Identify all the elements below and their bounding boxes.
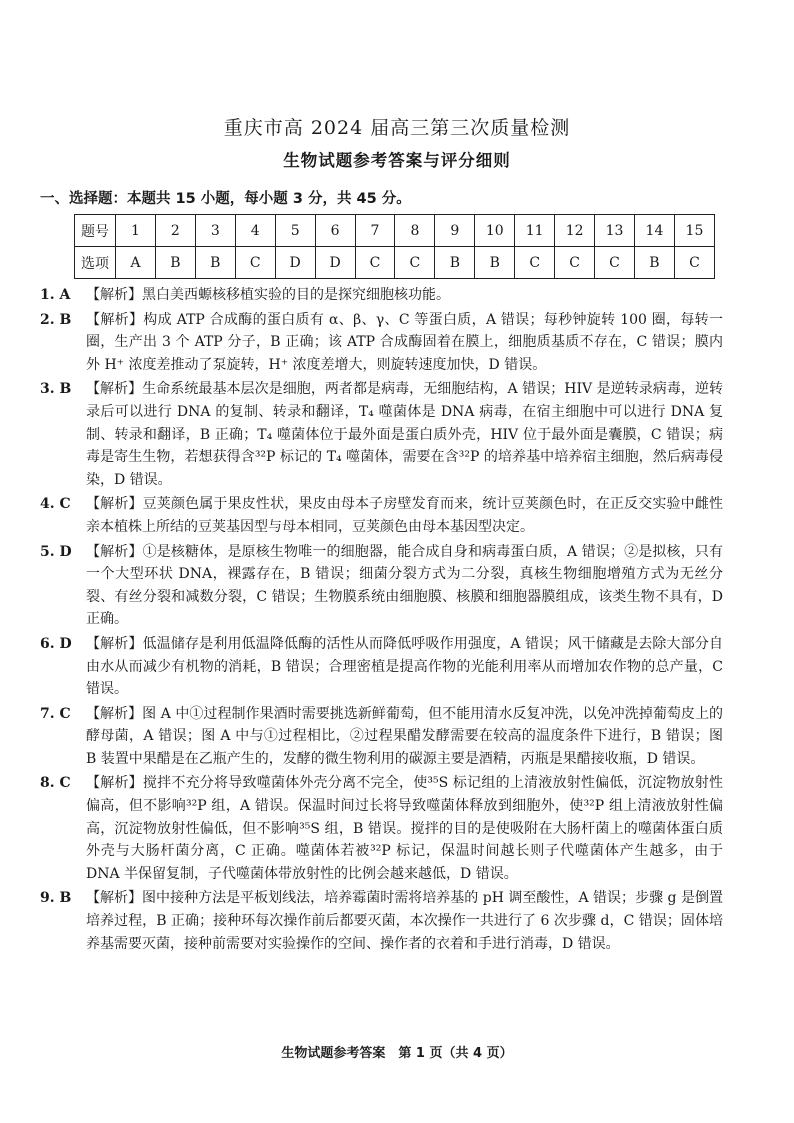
explanation-text: 【解析】生命系统最基本层次是细胞，两者都是病毒，无细胞结构，A 错误；HIV 是逆转录病毒，逆转录后可以进行 DNA 的复制、转录和翻译，T₄ 噬菌体是 DNA 病毒，在宿主细胞中可以进行 DNA 复制、转录和翻译，B 正确；T₄ 噬菌体位于最外面是蛋白质外壳，HIV 位于最外面是囊膜，C 错误；病毒是寄生生物，若想获得含³²P 标记的 T₄ 噬菌体，需要在含³²P 的培养基中培养宿主细胞，然后病毒侵染，D 错误。 — [86, 381, 723, 488]
answer-explanations — [40, 284, 723, 957]
question-number-cell: 11 — [515, 215, 555, 247]
question-number-cell: 3 — [195, 215, 235, 247]
question-number-cell: 15 — [674, 215, 714, 247]
explanation-item — [40, 772, 723, 885]
answer-cell: C — [395, 247, 435, 279]
row-label-option: 选项 — [75, 247, 116, 279]
question-number-cell: 4 — [235, 215, 275, 247]
question-answer-label: 7. C — [40, 705, 71, 722]
explanation-item — [40, 633, 723, 701]
explanation-text: 【解析】①是核糖体，是原核生物唯一的细胞器，能合成自身和病毒蛋白质，A 错误；②是拟核，只有一个大型环状 DNA，裸露存在，B 错误；细菌分裂方式为二分裂，真核生物细胞增殖方式为无丝分裂、有丝分裂和减数分裂，C 错误；生物膜系统由细胞膜、核膜和细胞器膜组成，该类生物不具有，D 正确。 — [86, 543, 723, 628]
question-answer-label: 2. B — [40, 311, 72, 328]
explanation-item — [40, 309, 723, 377]
answer-cell: C — [674, 247, 714, 279]
question-number-cell: 7 — [355, 215, 395, 247]
answer-cell: B — [195, 247, 235, 279]
answer-cell: B — [435, 247, 475, 279]
explanation-text: 【解析】豆荚颜色属于果皮性状，果皮由母本子房壁发育而来，统计豆荚颜色时，在正反交实验中雌性亲本植株上所结的豆荚基因型与母本相同，豆荚颜色由母本基因型决定。 — [86, 496, 723, 535]
explanation-text: 【解析】图中接种方法是平板划线法，培养霉菌时需将培养基的 pH 调至酸性，A 错误；步骤 g 是倒置培养过程，B 正确；接种环每次操作前后都要灭菌，本次操作一共进行了 6 次步骤 d，C 错误；固体培养基需要灭菌，接种前需要对实验操作的空间、操作者的衣着和手进行消毒，D 错误。 — [86, 890, 723, 952]
section-heading: 一、选择题：本题共 15 小题，每小题 3 分，共 45 分。 — [40, 191, 411, 207]
explanation-item — [40, 541, 723, 631]
answer-cell: C — [515, 247, 555, 279]
question-answer-label: 6. D — [40, 635, 72, 652]
answer-cell: D — [275, 247, 315, 279]
answer-cell: C — [235, 247, 275, 279]
answer-cell: C — [355, 247, 395, 279]
question-number-cell: 10 — [475, 215, 515, 247]
question-answer-label: 9. B — [40, 890, 72, 907]
page-footer: 生物试题参考答案 第 1 页（共 4 页） — [281, 1046, 513, 1061]
question-number-cell: 1 — [116, 215, 156, 247]
answer-cell: D — [315, 247, 355, 279]
explanation-text: 【解析】搅拌不充分将导致噬菌体外壳分离不完全，使³⁵S 标记组的上清液放射性偏低，沉淀物放射性偏高，但不影响³²P 组，A 错误。保温时间过长将导致噬菌体释放到细胞外，使³²P 组上清液放射性偏高，沉淀物放射性偏低，但不影响³⁵S 组，B 错误。搅拌的目的是使吸附在大肠杆菌上的噬菌体蛋白质外壳与大肠杆菌分离，C 正确。噬菌体若被³²P 标记，保温时间越长则子代噬菌体产生越多，由于 DNA 半保留复制，子代噬菌体带放射性的比例会越来越低，D 错误。 — [86, 775, 723, 882]
question-number-cell: 6 — [315, 215, 355, 247]
explanation-text: 【解析】构成 ATP 合成酶的蛋白质有 α、β、γ、C 等蛋白质，A 错误；每秒钟旋转 100 圈，每转一圈，生产出 3 个 ATP 分子，B 正确；该 ATP 合成酶固着在膜上，细胞质基质不存在，C 错误；膜内外 H⁺ 浓度差推动了泵旋转，H⁺ 浓度差增大，则旋转速度加快，D 错误。 — [86, 311, 723, 373]
answer-option-row — [75, 247, 715, 279]
question-number-cell: 8 — [395, 215, 435, 247]
explanation-item — [40, 703, 723, 771]
question-answer-label: 3. B — [40, 381, 72, 398]
question-number-cell: 14 — [634, 215, 674, 247]
explanation-text: 【解析】低温储存是利用低温降低酶的活性从而降低呼吸作用强度，A 错误；风干储藏是去除大部分自由水从而减少有机物的消耗，B 错误；合理密植是提高作物的光能利用率从而增加农作物的总产量，C 错误。 — [86, 635, 723, 698]
question-number-row — [75, 215, 715, 247]
answer-cell: C — [555, 247, 595, 279]
question-answer-label: 1. A — [40, 287, 71, 303]
row-label-question-number: 题号 — [75, 215, 116, 247]
explanation-item — [40, 887, 723, 955]
answer-cell: C — [595, 247, 635, 279]
question-number-cell: 5 — [275, 215, 315, 247]
answer-cell: A — [116, 247, 156, 279]
page-title: 重庆市高 2024 届高三第三次质量检测 — [223, 117, 571, 139]
explanation-text: 【解析】图 A 中①过程制作果酒时需要挑选新鲜葡萄，但不能用清水反复冲洗，以免冲洗掉葡萄皮上的酵母菌，A 错误；图 A 中与①过程相比，②过程果醋发酵需要在较高的温度条件下进行，B 错误；图 B 装置中果醋是在乙瓶产生的，发酵的微生物利用的碳源主要是酒精，丙瓶是果醋接收瓶，D 错误。 — [86, 705, 723, 767]
explanation-text: 【解析】黑白美西螈核移植实验的目的是探究细胞核功能。 — [86, 287, 450, 303]
answer-table — [74, 214, 715, 279]
explanation-item — [40, 493, 723, 538]
question-number-cell: 2 — [155, 215, 195, 247]
question-number-cell: 9 — [435, 215, 475, 247]
answer-cell: B — [634, 247, 674, 279]
answer-cell: B — [475, 247, 515, 279]
question-answer-label: 8. C — [40, 775, 71, 792]
question-number-cell: 12 — [555, 215, 595, 247]
explanation-item — [40, 378, 723, 491]
question-answer-label: 5. D — [40, 543, 72, 560]
page-subtitle: 生物试题参考答案与评分细则 — [283, 151, 511, 170]
question-number-cell: 13 — [595, 215, 635, 247]
explanation-item — [40, 284, 723, 307]
question-answer-label: 4. C — [40, 496, 71, 513]
answer-cell: B — [155, 247, 195, 279]
